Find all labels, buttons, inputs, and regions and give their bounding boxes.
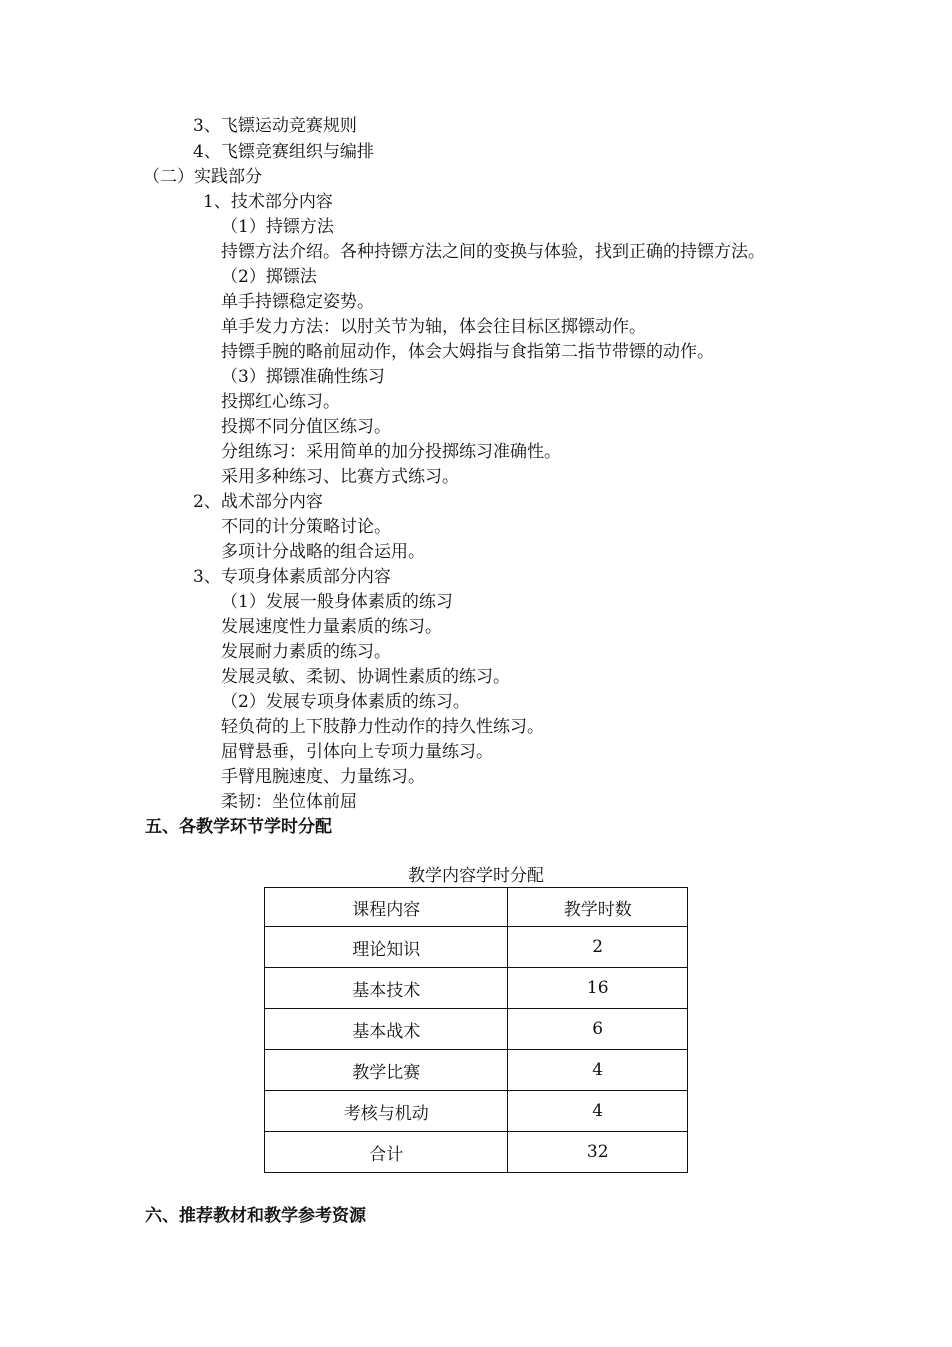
line-general-fitness-3: 发展灵敏、柔韧、协调性素质的练习。 xyxy=(221,667,510,687)
cell-hours: 32 xyxy=(508,1132,688,1173)
line-tactics-1: 不同的计分策略讨论。 xyxy=(221,517,391,537)
line-accuracy-3: 分组练习：采用简单的加分投掷练习准确性。 xyxy=(221,442,561,462)
line-special-fitness-4: 柔韧：坐位体前屈 xyxy=(221,792,357,812)
line-special-fitness-1: 轻负荷的上下肢静力性动作的持久性练习。 xyxy=(221,717,544,737)
cell-course: 基本技术 xyxy=(265,968,508,1009)
line-general-fitness-1: 发展速度性力量素质的练习。 xyxy=(221,617,442,637)
cell-hours: 2 xyxy=(508,927,688,968)
line-tactics-2: 多项计分战略的组合运用。 xyxy=(221,542,425,562)
table-row xyxy=(265,1091,688,1132)
line-throw-heading: （2）掷镖法 xyxy=(221,267,317,287)
line-throw-1: 单手持镖稳定姿势。 xyxy=(221,292,374,312)
table-row-total xyxy=(265,1132,688,1173)
cell-course: 理论知识 xyxy=(265,927,508,968)
table-row xyxy=(265,968,688,1009)
line-tactics-heading: 2、战术部分内容 xyxy=(193,492,323,512)
cell-course: 教学比赛 xyxy=(265,1050,508,1091)
subsection-practice: （二）实践部分 xyxy=(143,167,262,187)
table-caption: 教学内容学时分配 xyxy=(408,866,544,886)
line-accuracy-1: 投掷红心练习。 xyxy=(221,392,340,412)
line-accuracy-heading: （3）掷镖准确性练习 xyxy=(221,367,385,387)
cell-course: 合计 xyxy=(265,1132,508,1173)
line-general-fitness-heading: （1）发展一般身体素质的练习 xyxy=(221,592,453,612)
cell-course: 考核与机动 xyxy=(265,1091,508,1132)
table-row xyxy=(265,927,688,968)
line-rules: 3、飞镖运动竞赛规则 xyxy=(193,116,357,136)
line-organization: 4、飞镖竞赛组织与编排 xyxy=(193,142,374,162)
table-row xyxy=(265,1050,688,1091)
header-course-content: 课程内容 xyxy=(265,888,508,927)
table-header-row xyxy=(265,888,688,927)
hours-table xyxy=(264,887,688,1173)
section-6-heading: 六、推荐教材和教学参考资源 xyxy=(145,1206,366,1226)
line-technique-heading: 1、技术部分内容 xyxy=(203,192,333,212)
line-special-fitness-3: 手臂甩腕速度、力量练习。 xyxy=(221,767,425,787)
section-5-heading: 五、各教学环节学时分配 xyxy=(145,817,332,837)
line-accuracy-4: 采用多种练习、比赛方式练习。 xyxy=(221,467,459,487)
line-special-fitness-heading: （2）发展专项身体素质的练习。 xyxy=(221,692,470,712)
line-grip-heading: （1）持镖方法 xyxy=(221,217,334,237)
cell-course: 基本战术 xyxy=(265,1009,508,1050)
line-throw-2: 单手发力方法：以肘关节为轴，体会往目标区掷镖动作。 xyxy=(221,317,646,337)
header-teaching-hours: 教学时数 xyxy=(508,888,688,927)
line-special-fitness-2: 屈臂悬垂，引体向上专项力量练习。 xyxy=(221,742,493,762)
cell-hours: 4 xyxy=(508,1050,688,1091)
cell-hours: 4 xyxy=(508,1091,688,1132)
table-row xyxy=(265,1009,688,1050)
cell-hours: 16 xyxy=(508,968,688,1009)
cell-hours: 6 xyxy=(508,1009,688,1050)
line-grip-text: 持镖方法介绍。各种持镖方法之间的变换与体验，找到正确的持镖方法。 xyxy=(221,242,765,262)
line-general-fitness-2: 发展耐力素质的练习。 xyxy=(221,642,391,662)
line-fitness-heading: 3、专项身体素质部分内容 xyxy=(193,567,391,587)
line-throw-3: 持镖手腕的略前屈动作，体会大姆指与食指第二指节带镖的动作。 xyxy=(221,342,714,362)
line-accuracy-2: 投掷不同分值区练习。 xyxy=(221,417,391,437)
